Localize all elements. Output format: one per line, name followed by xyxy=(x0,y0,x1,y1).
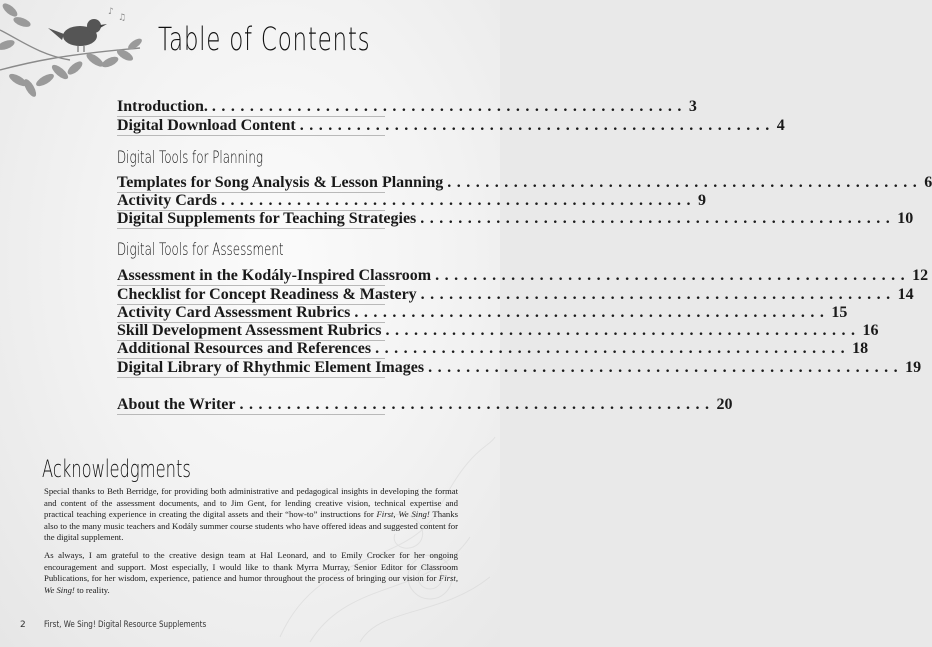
page-footer xyxy=(20,620,247,630)
toc-page-number: 18 xyxy=(852,340,869,357)
toc-page-number: 10 xyxy=(897,210,914,227)
leader-dots: .................................................. xyxy=(239,396,715,413)
page-number: 2 xyxy=(20,620,26,630)
toc-page-number: 12 xyxy=(912,267,929,284)
toc-label: Additional Resources and References xyxy=(117,340,372,357)
toc-page-number: 6 xyxy=(924,174,932,191)
toc-row-activity-cards[interactable] xyxy=(117,192,706,209)
toc-page-number: 9 xyxy=(697,192,706,209)
toc-label: Activity Cards xyxy=(117,192,217,209)
section-heading-assessment: Digital Tools for Assessment xyxy=(117,240,284,260)
toc-page-number: 3 xyxy=(688,98,697,115)
toc-row-introduction[interactable]: Introduction . .................................................. 3 xyxy=(117,98,697,115)
leader-dots: .................................................. xyxy=(354,304,830,321)
toc-label: Skill Development Assessment Rubrics xyxy=(117,322,382,339)
book-title: First, We Sing! xyxy=(376,509,430,520)
toc-page-number: 4 xyxy=(776,117,785,134)
leader-dots: .................................................. xyxy=(420,286,896,303)
toc-row-skill-rubrics[interactable] xyxy=(117,322,879,339)
toc-label: Digital Download Content xyxy=(117,117,296,134)
acknowledgments-paragraph-2: As always, I am grateful to the creative design team at Hal Leonard, and to Emily Crocker for her ongoing encouragement and support. Most especially, I would like to thank Myrra Murray, Senior Editor for Classroom Publications, for her wisdom, experience, patience and humor throughout the process of bringing our vision for First, We Sing! to reality. xyxy=(44,549,458,595)
toc-label: Digital Library of Rhythmic Element Images xyxy=(117,359,425,376)
footer-title: First, We Sing! Digital Resource Supplements xyxy=(43,620,206,630)
toc-label: About the Writer xyxy=(117,396,236,413)
section-heading-planning: Digital Tools for Planning xyxy=(117,148,264,168)
acknowledgments-paragraph-1: Special thanks to Beth Berridge, for providing both administrative and pedagogical insights in developing the format and content of the assessment documents, and to Jim Gent, for lending creative vision, technical expertise and practical teaching experience in creating the digital assets and their “how-to” instructions for First, We Sing! Thanks also to the many music teachers and Kodály summer course students who have offered ideas and suggested content for the digital supplement. xyxy=(44,486,459,543)
leader-dots: .................................................. xyxy=(420,210,896,227)
toc-label: Digital Supplements for Teaching Strategies xyxy=(117,210,417,227)
acknowledgments-body xyxy=(44,486,458,602)
leader-dots: .................................................. xyxy=(375,340,851,357)
leader-dots: .................................................. xyxy=(447,174,923,191)
toc-row-kodaly-classroom[interactable] xyxy=(117,267,929,284)
leader-dots: .................................................. xyxy=(385,322,861,339)
svg-text:♪: ♪ xyxy=(108,7,114,17)
toc-row-teaching-strategies[interactable] xyxy=(117,210,914,227)
toc-page-number: 20 xyxy=(716,396,733,413)
toc-row-about-writer[interactable] xyxy=(117,396,733,413)
leader-dots: .................................................. xyxy=(435,267,911,284)
toc-label: Assessment in the Kodály-Inspired Classroom xyxy=(117,267,432,284)
leader-dots: .................................................. xyxy=(299,117,775,134)
page-title: Table of Contents xyxy=(158,20,371,58)
toc-row-activity-rubrics[interactable] xyxy=(117,304,848,321)
bird-icon xyxy=(48,19,107,52)
toc-row-checklist[interactable] xyxy=(117,286,914,303)
toc-row-digital-download[interactable] xyxy=(117,117,785,134)
toc-page-number: 19 xyxy=(905,359,922,376)
svg-text:♫: ♫ xyxy=(118,13,127,23)
leader-dots: .................................................. xyxy=(220,192,696,209)
toc-page-number: 14 xyxy=(897,286,914,303)
leader-dots: .................................................. xyxy=(428,359,904,376)
leader-dots: .................................................. xyxy=(211,98,687,115)
toc-page-number: 16 xyxy=(862,322,879,339)
toc-label: Activity Card Assessment Rubrics xyxy=(117,304,351,321)
bird-on-branch-illustration xyxy=(0,0,150,105)
book-title: First, We Sing! xyxy=(44,573,458,595)
acknowledgments-heading: Acknowledgments xyxy=(42,455,191,483)
toc-label: Checklist for Concept Readiness & Mastery xyxy=(117,286,417,303)
music-notes-icon xyxy=(108,7,126,23)
toc-page-number: 15 xyxy=(831,304,848,321)
toc-row-rhythmic-library[interactable] xyxy=(117,359,922,376)
toc-row-additional-resources[interactable] xyxy=(117,340,869,357)
toc-label: Introduction xyxy=(117,98,204,115)
toc-row-templates[interactable] xyxy=(117,174,932,191)
toc-label: Templates for Song Analysis & Lesson Planning xyxy=(117,174,444,191)
